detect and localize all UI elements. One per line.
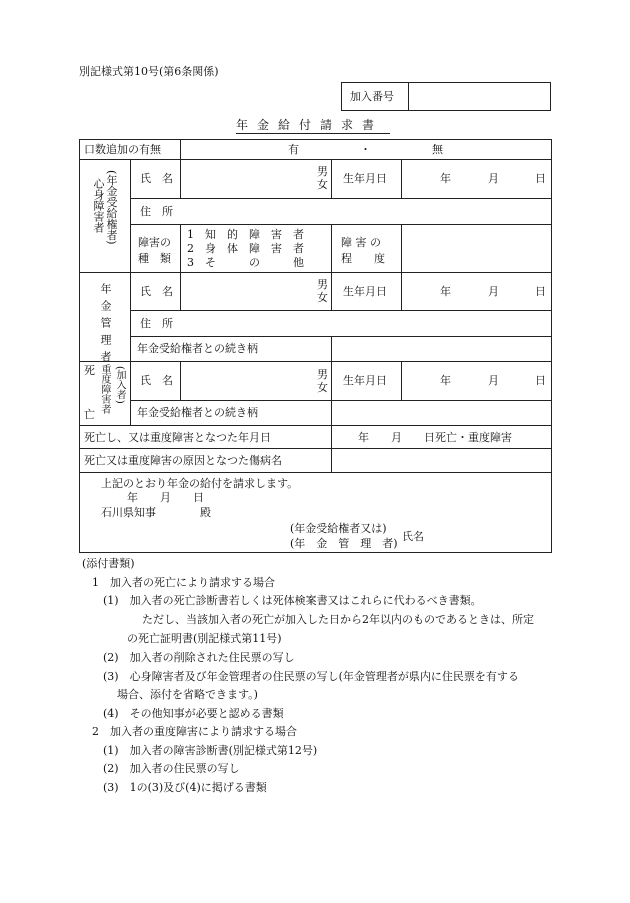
disability-type-label: 障害の [138, 236, 171, 249]
manager-address-field[interactable] [181, 311, 551, 335]
page-title: 年金給付請求書 [236, 118, 384, 132]
member-number-label: 加入番号 [350, 90, 394, 103]
request-date[interactable]: 年 月 日 [127, 491, 204, 504]
attachment-section-2: 2 加入者の重度障害により請求する場合 [92, 725, 297, 738]
manager-relation-label: 年金受給権者との続き柄 [137, 342, 258, 355]
attachment-1-3: (3) 心身障害者及び年金管理者の住民票の写し(年金管理者が県内に住民票を有する [103, 670, 519, 683]
member-relation-field[interactable] [332, 401, 551, 424]
disabled-person-side-label: 心身障害者 [92, 178, 105, 233]
disabled-birth-month: 月 [488, 172, 499, 185]
form-number: 別記様式第10号(第6条関係) [79, 65, 219, 78]
disability-degree-label2: 程 度 [341, 252, 385, 265]
pension-manager-side-label: 年金管理者 [99, 283, 112, 368]
attachment-1-3-note: 場合、添付を省略できます。) [117, 688, 258, 701]
disability-degree-label: 障 害 の [341, 236, 381, 249]
deceased-side-top: 死 [84, 364, 95, 377]
member-sex-female[interactable]: 女 [317, 381, 328, 394]
cause-label: 死亡又は重度障害の原因となつた傷病名 [84, 454, 282, 467]
applicant-sign-field[interactable] [428, 520, 548, 548]
disabled-birth-year: 年 [440, 172, 451, 185]
disabled-name-label: 氏 名 [140, 172, 173, 185]
applicant-label-1: (年金受給権者又は) [290, 522, 387, 535]
member-sex-male[interactable]: 男 [317, 368, 328, 381]
manager-address-label: 住 所 [140, 317, 173, 330]
attachment-1-4: (4) その他知事が必要と認める書類 [103, 707, 284, 720]
attachment-1-1-note: ただし、当該加入者の死亡が加入した日から2年以内のものであるときは、所定 [142, 613, 534, 626]
add-units-label: 口数追加の有無 [84, 143, 161, 156]
add-units-dot: ・ [360, 143, 371, 156]
attachment-2-1: (1) 加入者の障害診断書(別記様式第12号) [103, 744, 318, 757]
disability-type-3[interactable]: 3 そ の 他 [187, 256, 304, 269]
disability-type-1[interactable]: 1 知 的 障 害 者 [187, 228, 304, 241]
disability-degree-field[interactable] [402, 225, 551, 271]
disabled-birth-day: 日 [535, 172, 546, 185]
applicant-sign-label: 氏名 [402, 530, 424, 543]
member-name-label: 氏 名 [140, 374, 173, 387]
death-date-label: 死亡し、又は重度障害となつた年月日 [84, 431, 271, 444]
attachment-section-1: 1 加入者の死亡により請求する場合 [92, 576, 275, 589]
manager-sex-male[interactable]: 男 [317, 278, 328, 291]
manager-birth-year: 年 [440, 285, 451, 298]
manager-name-field[interactable] [181, 273, 311, 309]
disabled-address-field[interactable] [181, 199, 551, 223]
manager-birth-label: 生年月日 [343, 285, 387, 298]
attachment-1-2: (2) 加入者の削除された住民票の写し [103, 651, 295, 664]
disability-type-label2: 種 類 [138, 252, 171, 265]
member-name-field[interactable] [181, 362, 311, 399]
deceased-side-bottom: 亡 [84, 408, 95, 421]
disabled-sex-female[interactable]: 女 [317, 178, 328, 191]
manager-sex-female[interactable]: 女 [317, 291, 328, 304]
request-text: 上記のとおり年金の給付を請求します。 [101, 477, 299, 490]
manager-relation-field[interactable] [332, 337, 551, 360]
disabled-person-side-paren: (年金受給権者) [105, 170, 118, 245]
death-date-value[interactable]: 年 月 日死亡・重度障害 [358, 431, 512, 444]
disabled-birth-label: 生年月日 [343, 172, 387, 185]
cause-field[interactable] [332, 449, 551, 471]
manager-birth-day: 日 [535, 285, 546, 298]
member-number-field[interactable] [409, 83, 550, 110]
disabled-address-label: 住 所 [140, 205, 173, 218]
member-birth-day: 日 [535, 374, 546, 387]
disability-type-2[interactable]: 2 身 体 障 害 者 [187, 242, 304, 255]
deceased-side-paren: (加入者) [114, 366, 125, 404]
disabled-name-field[interactable] [181, 160, 311, 197]
manager-name-label: 氏 名 [140, 285, 173, 298]
disabled-sex-male[interactable]: 男 [317, 165, 328, 178]
add-units-yes[interactable]: 有 [288, 143, 299, 156]
member-relation-label: 年金受給権者との続き柄 [137, 406, 258, 419]
add-units-no[interactable]: 無 [432, 143, 443, 156]
deceased-side-mid: 重度障害者 [99, 364, 110, 414]
attachment-2-3: (3) 1の(3)及び(4)に掲げる書類 [103, 781, 267, 794]
member-birth-year: 年 [440, 374, 451, 387]
applicant-label-2: (年 金 管 理 者) [290, 537, 398, 550]
attachment-1-1-note2: の死亡証明書(別記様式第11号) [127, 632, 282, 645]
manager-birth-month: 月 [488, 285, 499, 298]
member-birth-label: 生年月日 [343, 374, 387, 387]
request-addressee: 石川県知事 殿 [101, 506, 211, 519]
attachment-2-2: (2) 加入者の住民票の写し [103, 762, 240, 775]
attachments-heading: (添付書類) [82, 557, 135, 570]
member-birth-month: 月 [488, 374, 499, 387]
attachment-1-1: (1) 加入者の死亡診断書若しくは死体検案書又はこれらに代わるべき書類。 [103, 594, 482, 607]
